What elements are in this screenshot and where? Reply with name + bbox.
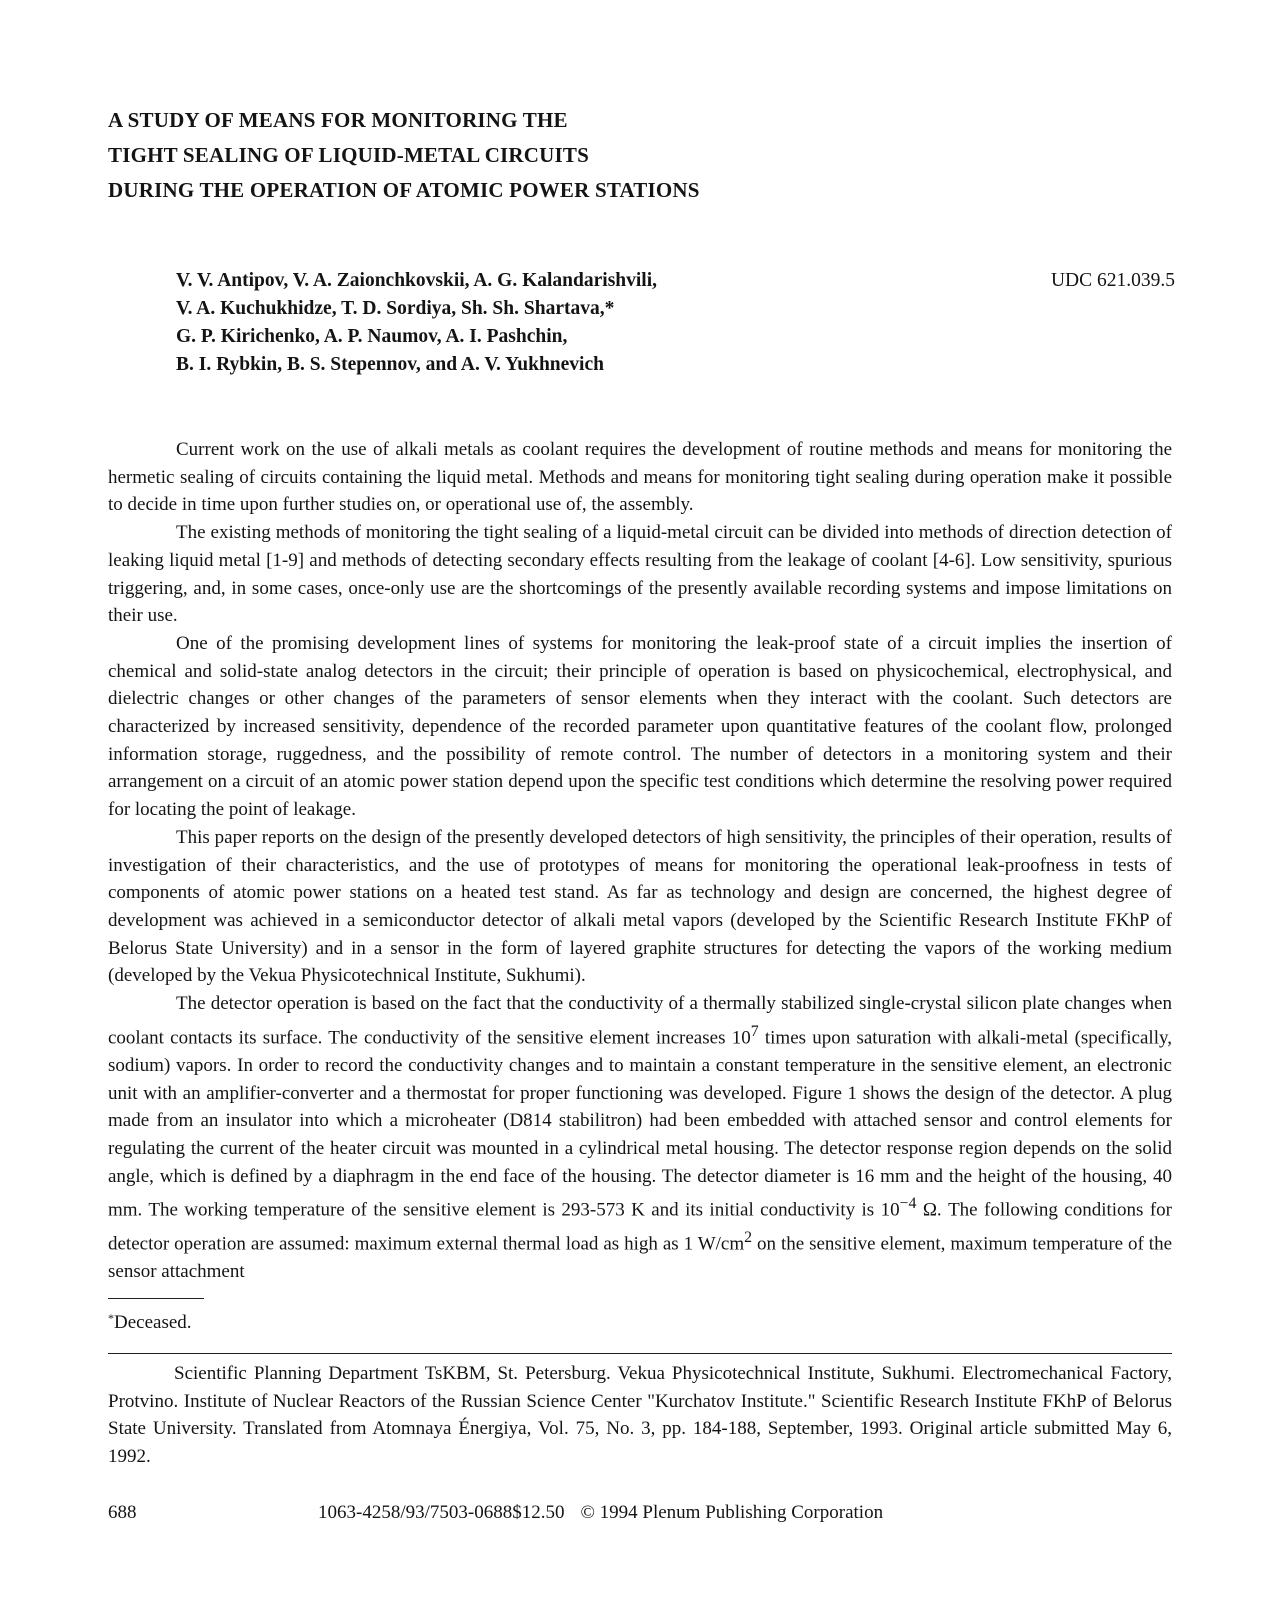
title-line: A STUDY OF MEANS FOR MONITORING THE xyxy=(108,108,568,132)
author-line: V. A. Kuchukhidze, T. D. Sordiya, Sh. Sh. Shartava,* xyxy=(176,298,615,319)
affiliation-block xyxy=(108,1360,1172,1470)
article-body xyxy=(108,436,1172,1286)
text-run: times upon saturation with alkali-metal (specifically, sodium) vapors. In order to record the conductivity changes and to maintain a constant temperature in the sensitive element, an electronic unit with an amplifier-converter and a thermostat for proper functioning was developed. Figure 1 shows the design of the detector. A plug made from an insulator into which a microheater (D814 stabilitron) had been embedded with attached sensor and control elements for regulating the current of the heater circuit was mounted in a cylindrical metal housing. The detector response region depends on the solid angle, which is defined by a diaphragm in the end face of the housing. The detector diameter is 16 mm and the height of the housing, 40 mm. The working temperature of the sensitive element is 293-573 K and its initial conductivity is 10 xyxy=(108,1027,1172,1221)
affiliation-divider xyxy=(108,1353,1172,1354)
text-run: on the sensitive element, maximum temperature of the sensor attachment xyxy=(108,1233,1172,1283)
author-list xyxy=(176,267,876,379)
title-line: TIGHT SEALING OF LIQUID-METAL CIRCUITS xyxy=(108,143,589,167)
body-paragraph: The existing methods of monitoring the tight sealing of a liquid-metal circuit can be divided into methods of direction detection of leaking liquid metal [1-9] and methods of detecting secondary effects resulting from the leakage of coolant [4-6]. Low sensitivity, spurious triggering, and, in some cases, once-only use are the shortcomings of the presently available recording systems and impose limitations on their use. xyxy=(108,522,1172,627)
body-paragraph: Current work on the use of alkali metals as coolant requires the development of routine methods and means for monitoring the hermetic sealing of circuits containing the liquid metal. Methods and means for monitoring tight sealing during operation make it possible to decide in time upon further studies on, or operational use of, the assembly. xyxy=(108,439,1172,516)
footnote-text: Deceased. xyxy=(114,1312,192,1333)
paper-title xyxy=(108,103,868,208)
issn-code: 1063-4258/93/7503-0688$12.50 xyxy=(318,1502,565,1523)
superscript: −4 xyxy=(899,1195,917,1213)
footnote-mark: * xyxy=(108,1311,114,1325)
author-line: V. V. Antipov, V. A. Zaionchkovskii, A. G. Kalandarishvili, xyxy=(176,270,658,291)
publication-code-line xyxy=(318,1502,883,1524)
body-paragraph xyxy=(108,990,1172,1286)
page-number: 688 xyxy=(108,1502,137,1523)
affiliation-text: Scientific Planning Department TsKBM, St. Petersburg. Vekua Physicotechnical Institute, Sukhumi. Electromechanical Factory, Protvino. Institute of Nuclear Reactors of the Russian Science Center "Kurchatov Institute." Scientific Research Institute FKhP of Belorus State University. Translated from Atomnaya Énergiya, Vol. 75, No. 3, pp. 184-188, September, 1993. Original article submitted May 6, 1992. xyxy=(108,1363,1172,1467)
body-paragraph: This paper reports on the design of the presently developed detectors of high sensitivity, the principles of their operation, results of investigation of their characteristics, and the use of prototypes of means for monitoring the operational leak-proofness in tests of components of atomic power stations on a heated test stand. As far as technology and design are concerned, the highest degree of development was achieved in a semiconductor detector of alkali metal vapors (developed by the Scientific Research Institute FKhP of Belorus State University) and in a sensor in the form of layered graphite structures for detecting the vapors of the working medium (developed by the Vekua Physicotechnical Institute, Sukhumi). xyxy=(108,826,1172,987)
author-line: G. P. Kirichenko, A. P. Naumov, A. I. Pashchin, xyxy=(176,326,568,347)
text-run: Ω. The following conditions for detector operation are assumed: maximum external thermal load as high as 1 W/cm xyxy=(108,1199,1172,1255)
superscript: 2 xyxy=(744,1229,753,1247)
footnote xyxy=(108,1305,192,1336)
superscript: 7 xyxy=(750,1022,759,1040)
author-line: B. I. Rybkin, B. S. Stepennov, and A. V. Yukhnevich xyxy=(176,354,604,375)
body-paragraph: One of the promising development lines of systems for monitoring the leak-proof state of a circuit implies the insertion of chemical and solid-state analog detectors in the circuit; their principle of operation is based on physicochemical, electrophysical, and dielectric changes or other changes of the parameters of sensor elements when they interact with the coolant. Such detectors are characterized by increased sensitivity, dependence of the recorded parameter upon quantitative features of the coolant flow, prolonged information storage, ruggedness, and the possibility of remote control. The number of detectors in a monitoring system and their arrangement on a circuit of an atomic power station depend upon the specific test conditions which determine the resolving power required for locating the point of leakage. xyxy=(108,632,1172,821)
copyright-notice: © 1994 Plenum Publishing Corporation xyxy=(580,1502,884,1523)
text-run: The detector operation is based on the fact that the conductivity of a thermally stabilized single-crystal silicon plate changes when coolant contacts its surface. The conductivity of the sensitive element increases 10 xyxy=(108,993,1172,1049)
title-line: DURING THE OPERATION OF ATOMIC POWER STATIONS xyxy=(108,178,700,202)
udc-code: UDC 621.039.5 xyxy=(1050,270,1175,291)
footnote-divider xyxy=(108,1298,204,1299)
